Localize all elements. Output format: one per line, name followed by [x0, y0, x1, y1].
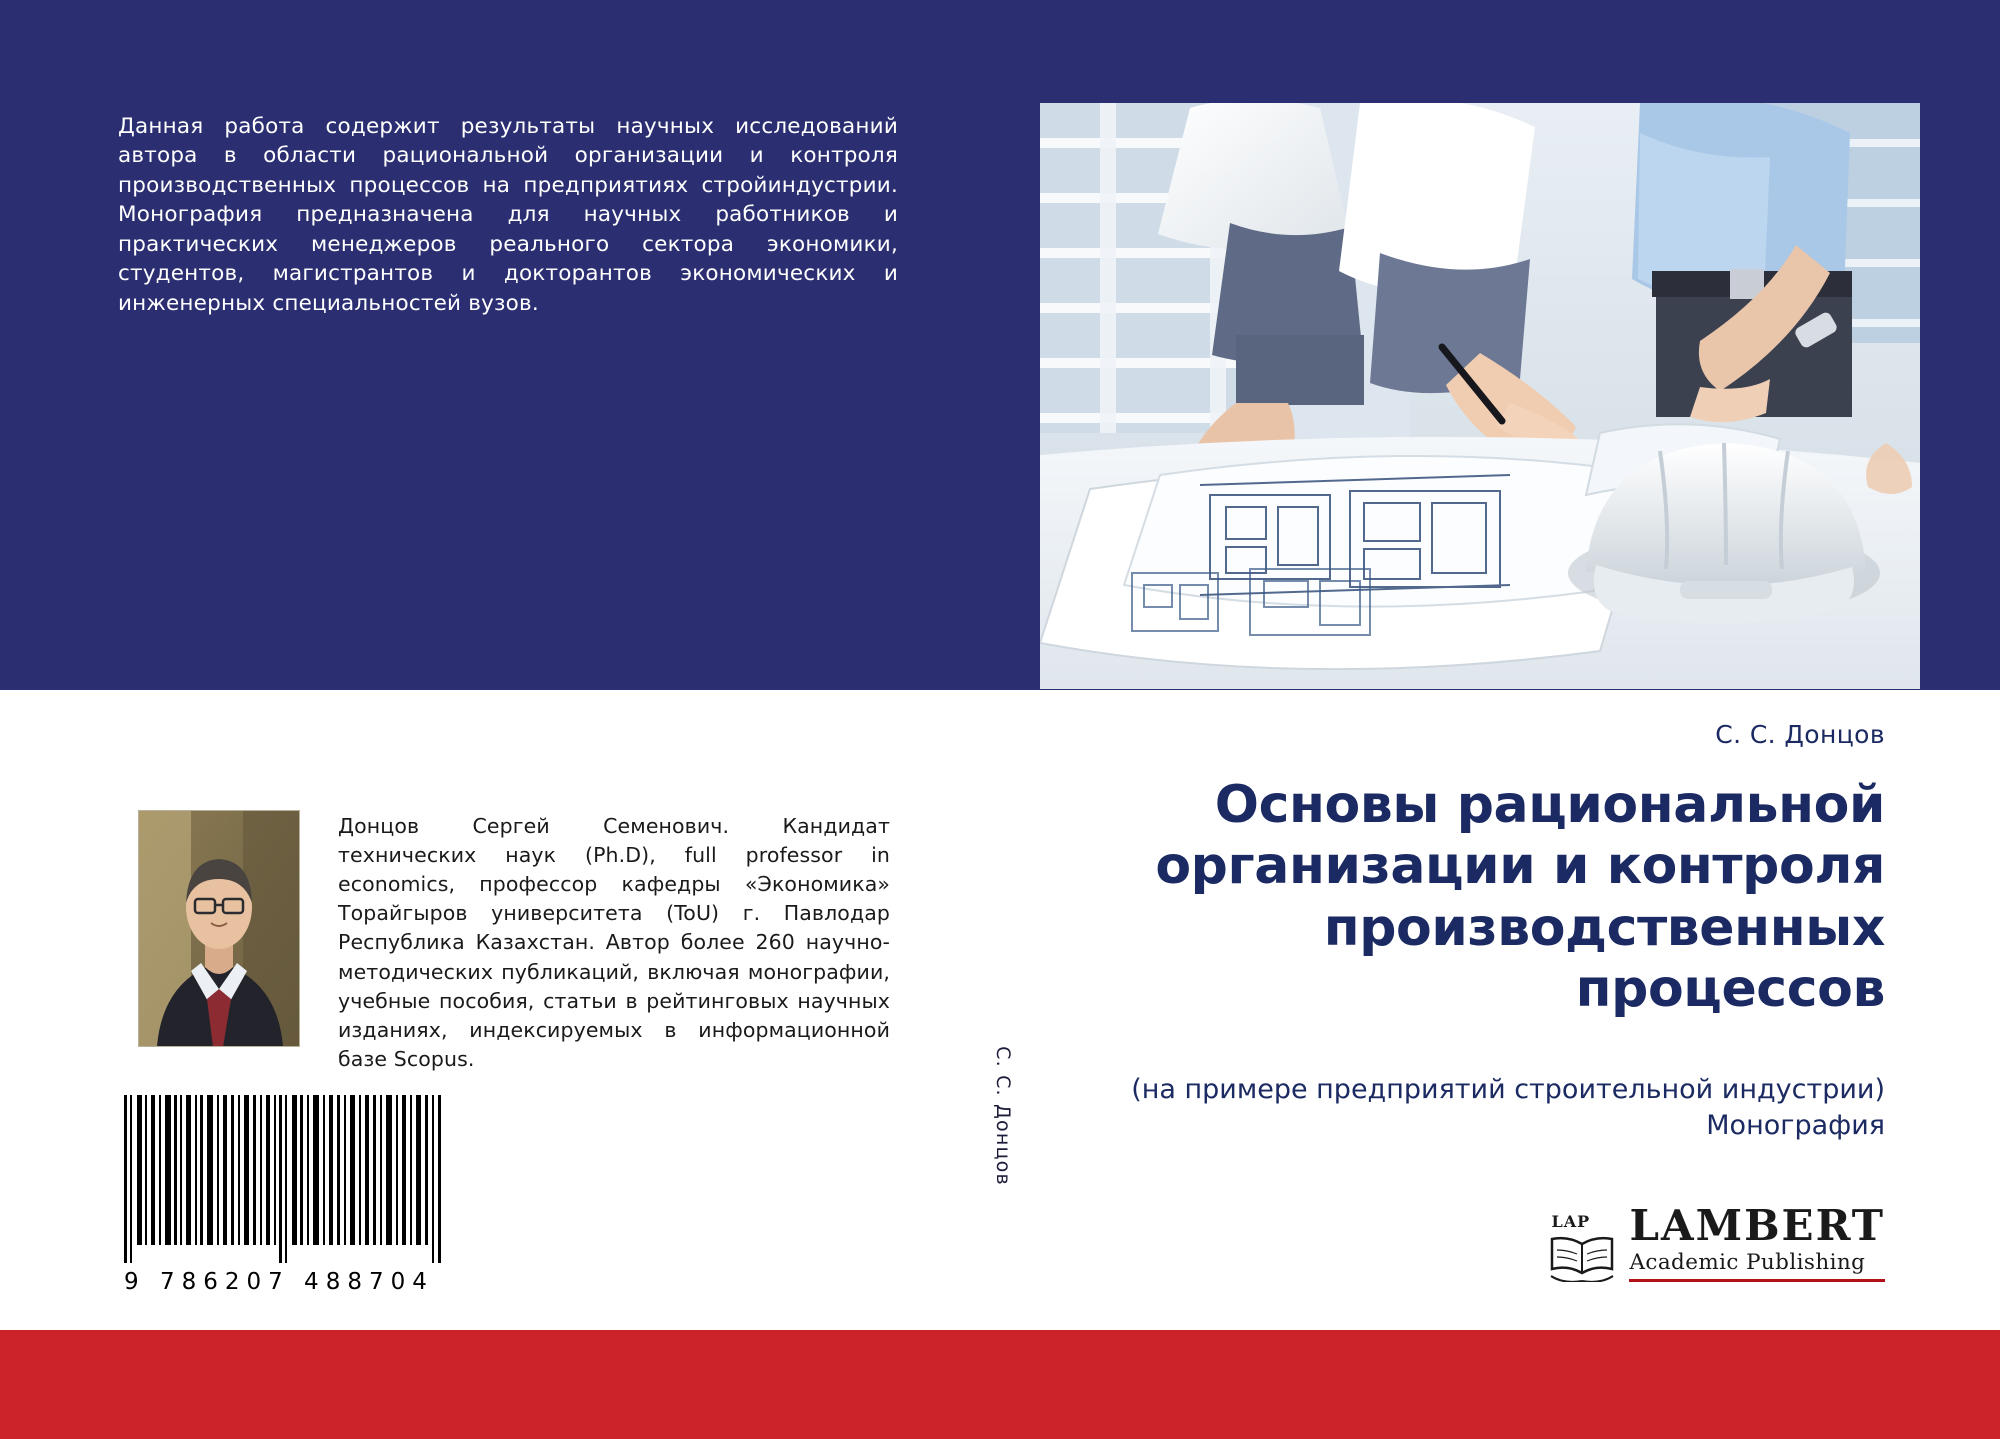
cover-photo: [1040, 103, 1920, 689]
bottom-red-band: [0, 1330, 2000, 1439]
publisher-tagline: Academic Publishing: [1629, 1250, 1866, 1275]
barcode-digits: 9 786207 488704: [124, 1269, 434, 1295]
publisher-name: LAMBERT: [1629, 1201, 1885, 1250]
spine: [965, 690, 1040, 1330]
front-cover-subtitle-line2: Монография: [1706, 1109, 1885, 1141]
barcode: [120, 1095, 450, 1295]
back-cover-blurb: Данная работа содержит результаты научных исследований автора в области рациональной организации и контроля производственных процессов на предприятиях стройиндустрии. Монография предназначена для научных работников и практических менеджеров реального сектора экономики, студентов, магистрантов и докторантов экономических и инженерных специальностей вузов.: [118, 114, 898, 316]
publisher-mark-text: LAP: [1551, 1212, 1591, 1231]
publisher-rule: [1629, 1279, 1885, 1282]
front-cover-subtitle-line1: (на примере предприятий строительной индустрии): [1131, 1074, 1885, 1105]
spine-author: С. С. Донцов: [991, 1046, 1014, 1186]
front-cover-subtitle: [1085, 1072, 1885, 1143]
book-icon: [1545, 1212, 1619, 1282]
front-cover-author: С. С. Донцов: [1715, 720, 1885, 749]
front-cover-title: Основы рациональной организации и контроля производственных процессов: [1155, 775, 1885, 1020]
author-photo: [138, 810, 300, 1047]
publisher-logo: [1465, 1201, 1885, 1297]
author-bio: Донцов Сергей Семенович. Кандидат технических наук (Ph.D), full professor in economics, профессор кафедры «Экономика» Торайгыров университета (ToU) г. Павлодар Республика Казахстан. Автор более 260 научно-методических публикаций, включая монографии, учебные пособия, статьи в рейтинговых научных изданиях, индексируемых в информационной базе Scopus.: [338, 814, 890, 1071]
